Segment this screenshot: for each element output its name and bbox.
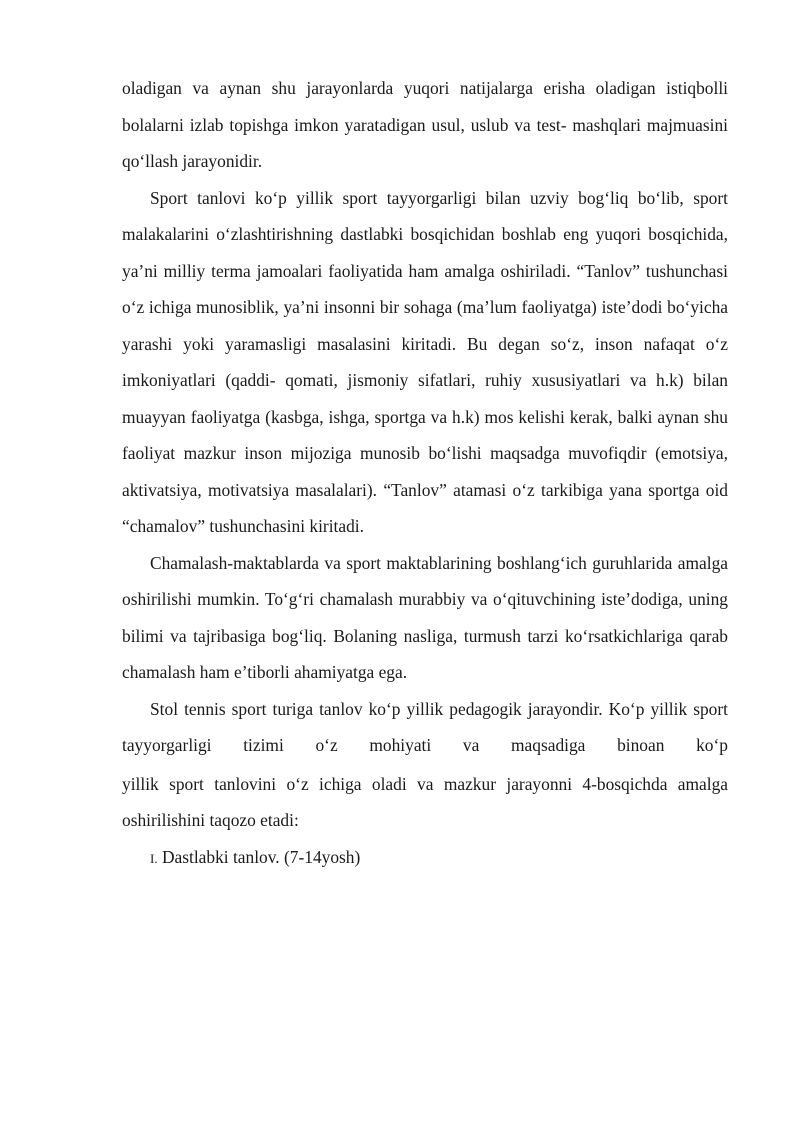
list-item-1	[122, 839, 728, 878]
paragraph-1: oladigan va aynan shu jarayonlarda yuqori natijalarga erisha oladigan istiqbolli bolalarni izlab topishga imkon yaratadigan usul, uslub va test- mashqlari majmuasini qo‘llash jarayonidir.	[122, 78, 728, 171]
list-marker: I.	[150, 850, 158, 866]
list-item-text: Dastlabki tanlov. (7-14yosh)	[161, 846, 361, 867]
paragraph-2: Sport tanlovi ko‘p yillik sport tayyorgarligi bilan uzviy bog‘liq bo‘lib, sport malakalarini o‘zlashtirishning dastlabki bosqichidan boshlab eng yuqori bosqichida, ya’ni milliy terma jamoalari faoliyatida ham amalga oshiriladi. “Tanlov” tushunchasi o‘z ichiga munosiblik, ya’ni insonni bir sohaga (ma’lum faoliyatga) iste’dodi bo‘yicha yarashi yoki yaramasligi masalasini kiritadi. Bu degan so‘z, inson nafaqat o‘z imkoniyatlari (qaddi- qomati, jismoniy sifatlari, ruhiy xususiyatlari va h.k) bilan muayyan faoliyatga (kasbga, ishga, sportga va h.k) mos kelishi kerak, balki aynan shu faoliyat mazkur inson mijoziga munosib bo‘lishi maqsadga muvofiqdir (emotsiya, aktivatsiya, motivatsiya masalalari). “Tanlov” atamasi o‘z tarkibiga yana sportga oid “chamalov” tushunchasini kiritadi.	[122, 187, 728, 536]
paragraph-4: Stol tennis sport turiga tanlov ko‘p yillik pedagogik jarayondir. Ko‘p yillik sport tayyorgarligi tizimi o‘z mohiyati va maqsadiga binoan ko‘p	[122, 698, 728, 755]
paragraph-5: yillik sport tanlovini o‘z ichiga oladi va mazkur jarayonni 4-bosqichda amalga oshirilishini taqozo etadi:	[122, 773, 728, 830]
paragraph-3: Chamalash-maktablarda va sport maktablarining boshlang‘ich guruhlarida amalga oshirilishi mumkin. To‘g‘ri chamalash murabbiy va o‘qituvchining iste’dodiga, uning bilimi va tajribasiga bog‘liq. Bolaning nasliga, turmush tarzi ko‘rsatkichlariga qarab chamalash ham e’tiborli ahamiyatga ega.	[122, 552, 728, 682]
document-page	[122, 70, 728, 877]
